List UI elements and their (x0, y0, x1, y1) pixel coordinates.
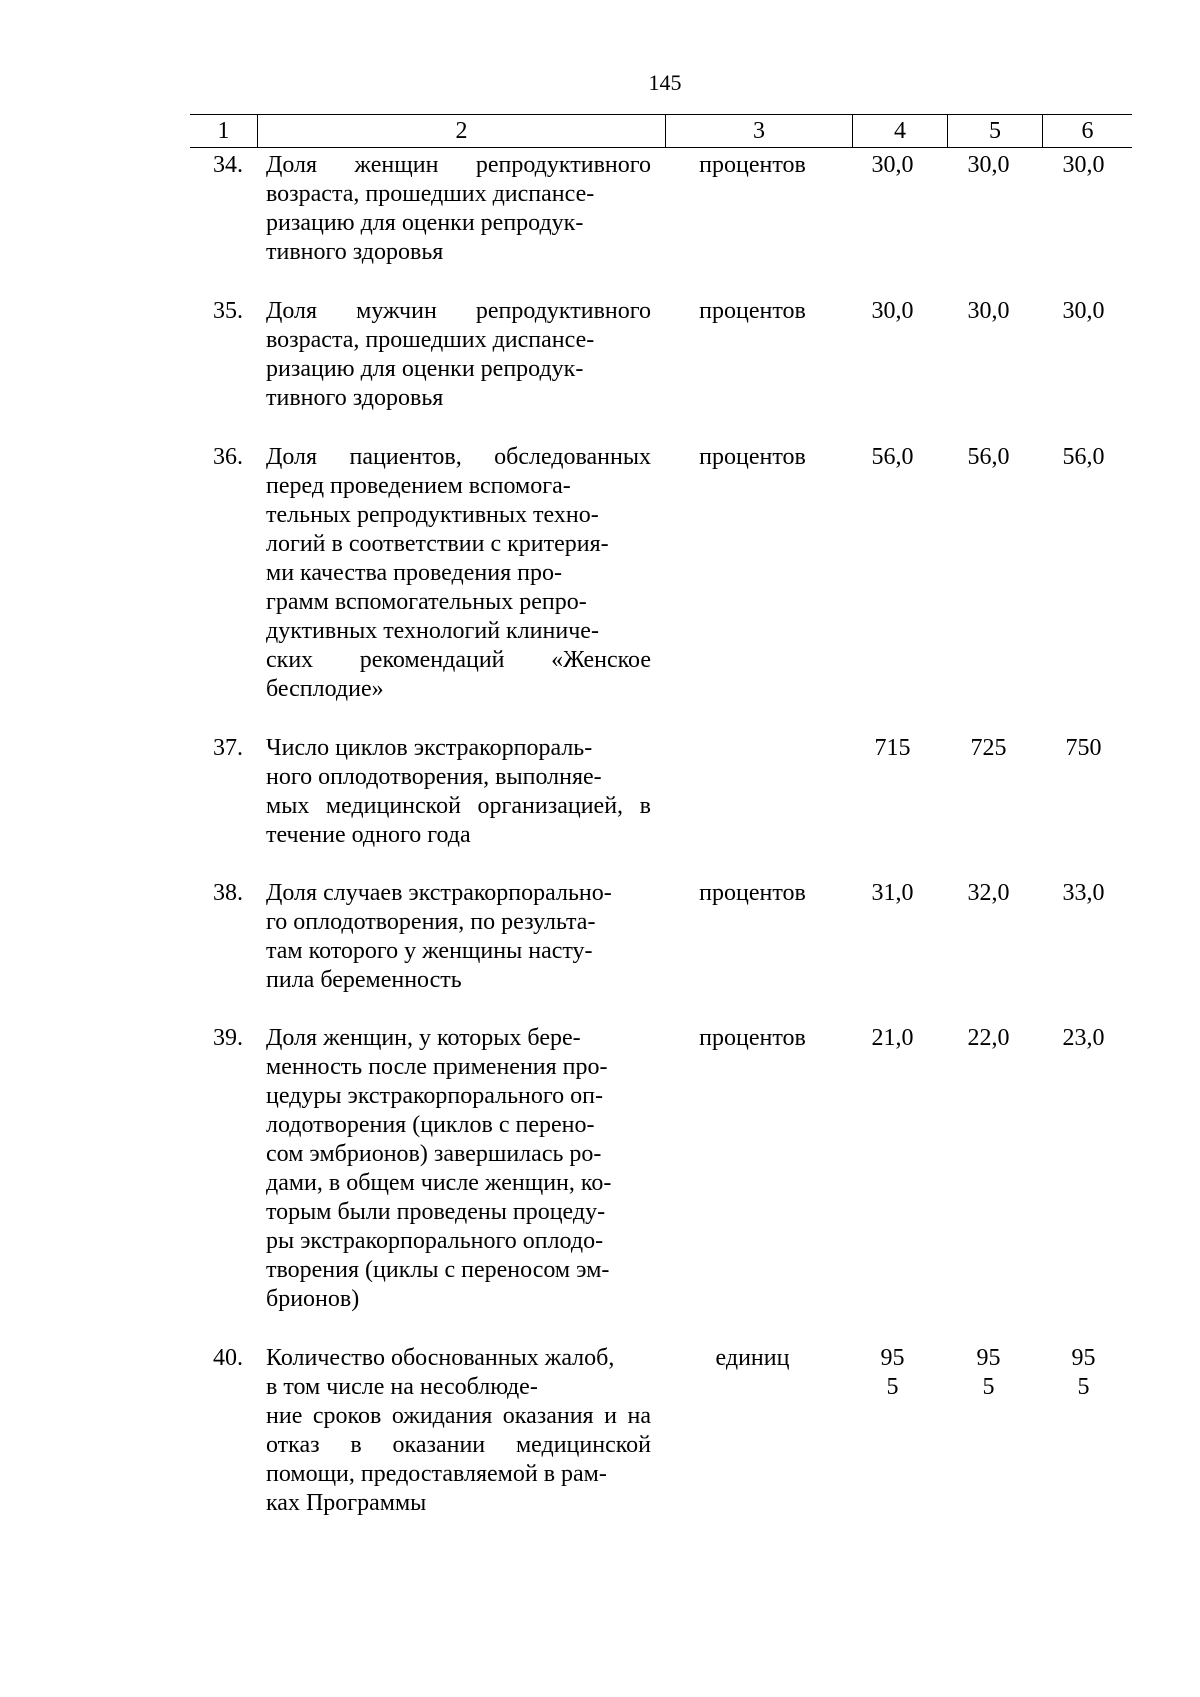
header-col-4: 4 (852, 115, 947, 147)
row-unit: процентов (699, 1025, 806, 1051)
row-value-col5: 30,0 (967, 152, 1010, 178)
row-number: 34. (213, 152, 243, 178)
row-value-col4: 31,0 (871, 880, 914, 906)
header-col-3: 3 (665, 115, 852, 147)
header-col-2: 2 (257, 115, 665, 147)
row-unit: процентов (699, 444, 806, 470)
row-value-col6: 30,0 (1062, 152, 1105, 178)
row-value-col6: 56,0 (1062, 444, 1105, 470)
row-description: Число циклов экстракорпораль- ного оплодотворения, выполняе- мых медицинской организацией, в течение одного года (266, 735, 651, 848)
row-number: 36. (213, 444, 243, 470)
row-number: 39. (213, 1025, 243, 1051)
row-number: 38. (213, 880, 243, 906)
row-unit: процентов (699, 880, 806, 906)
row-value-col5: 22,0 (967, 1025, 1010, 1051)
row-description: Доля женщин, у которых бере- менность после применения про- цедуры экстракорпорального оп- лодотворения (циклов с перено- сом эмбрионов) завершилась ро- дами, в общем числе женщин, ко- торым были проведены процеду- ры экстракорпорального оплодо- творения (циклы с переносом эм- брионов) (266, 1025, 612, 1312)
row-number: 40. (213, 1345, 243, 1371)
table-header (190, 114, 1132, 148)
row-number: 37. (213, 735, 243, 761)
row-value-col4: 715 (874, 735, 911, 761)
row-value-col5: 30,0 (967, 298, 1010, 324)
row-value-col4: 30,0 (871, 152, 914, 178)
row-value-col6: 30,0 (1062, 298, 1105, 324)
row-value-col5: 56,0 (967, 444, 1010, 470)
row-unit: процентов (699, 298, 806, 324)
row-description: Доля случаев экстракорпорально- го оплодотворения, по результа- там которого у женщины насту- пила беременность (266, 880, 612, 993)
row-number: 35. (213, 298, 243, 324)
row-description: Доля пациентов, обследованных перед проведением вспомога- тельных репродуктивных техно- логий в соответствии с критерия- ми качества проведения про- грамм вспомогательных репро- дуктивных технологий клиниче- ских рекомендаций «Женское бесплодие» (266, 444, 651, 702)
row-value-col6: 95 5 (1071, 1345, 1096, 1400)
row-value-col4: 95 5 (880, 1345, 905, 1400)
row-unit: процентов (699, 152, 806, 178)
row-description: Количество обоснованных жалоб, в том числе на несоблюде- ние сроков ожидания оказания и на отказ в оказании медицинской помощи, предоставляемой в рам- ках Программы (266, 1345, 651, 1516)
row-description: Доля женщин репродуктивного возраста, прошедших диспансе- ризацию для оценки репродук- тивного здоровья (266, 152, 651, 265)
row-value-col5: 95 5 (976, 1345, 1001, 1400)
row-value-col6: 750 (1065, 735, 1102, 761)
row-value-col6: 33,0 (1062, 880, 1105, 906)
row-value-col5: 725 (970, 735, 1007, 761)
row-value-col4: 21,0 (871, 1025, 914, 1051)
header-col-6: 6 (1042, 115, 1132, 147)
header-col-1: 1 (217, 117, 230, 144)
page-number: 145 (648, 70, 682, 95)
header-col-5: 5 (947, 115, 1042, 147)
row-value-col4: 30,0 (871, 298, 914, 324)
row-value-col6: 23,0 (1062, 1025, 1105, 1051)
row-value-col4: 56,0 (871, 444, 914, 470)
row-unit: единиц (715, 1345, 790, 1371)
row-value-col5: 32,0 (967, 880, 1010, 906)
row-description: Доля мужчин репродуктивного возраста, прошедших диспансе- ризацию для оценки репродук- тивного здоровья (266, 298, 651, 411)
